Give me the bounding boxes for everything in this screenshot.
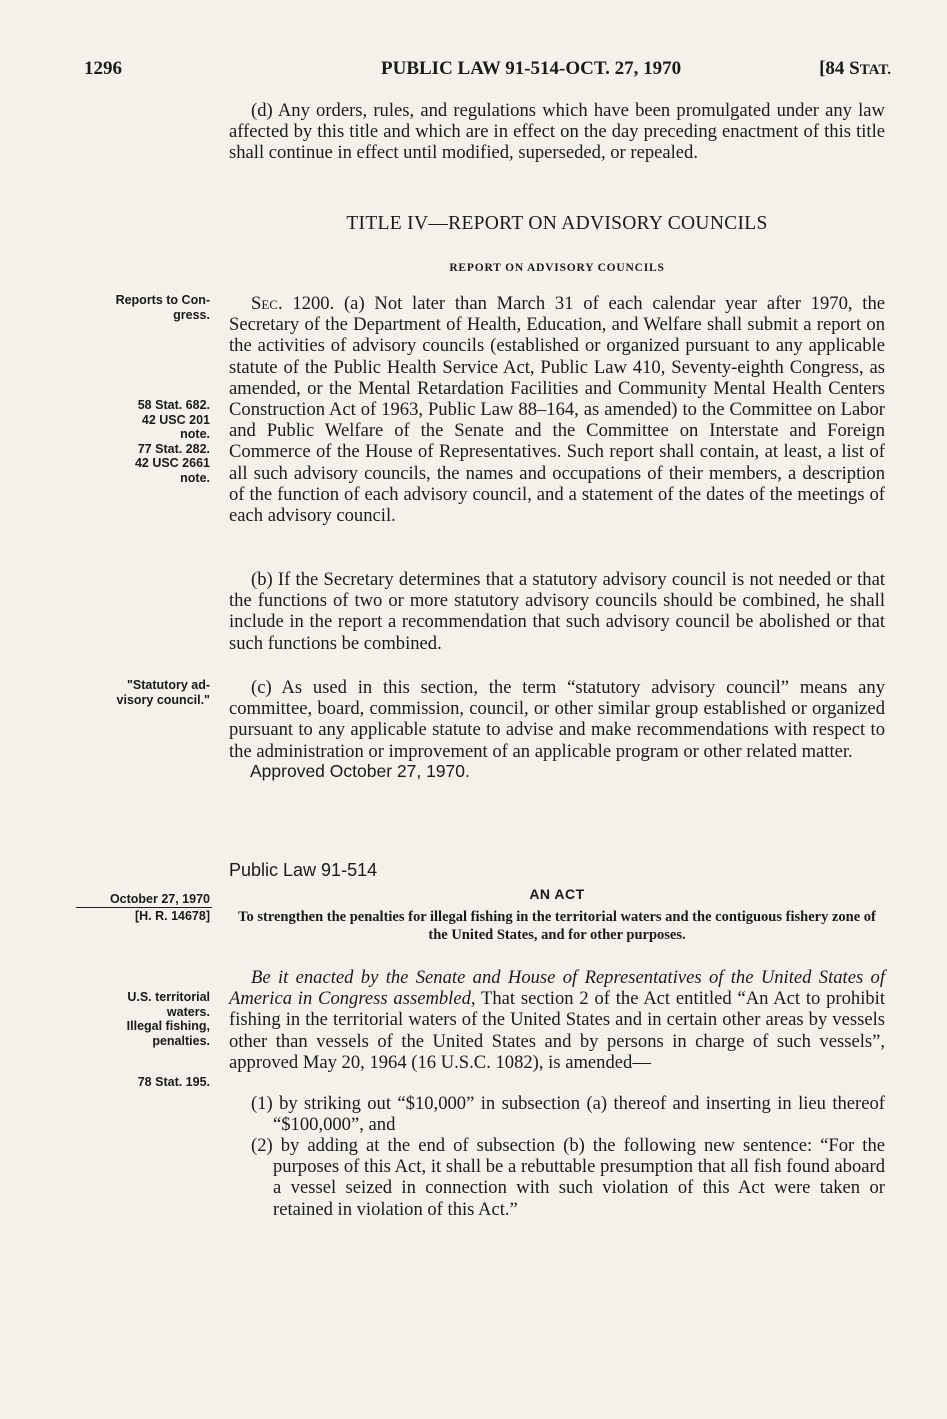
header-title: PUBLIC LAW 91-514-OCT. 27, 1970 [381, 58, 682, 79]
margin-note-line: 42 USC 2661 [134, 456, 210, 470]
margin-note-line: waters. [166, 1004, 210, 1019]
amendment-item-2-text: (2) by adding at the end of subsection (b) the following new sentence: “For the purposes of this Act, it shall be a rebuttable presumption that all fish found aboard a vessel seized in connection with such violation of this Act were taken or retained in violation of this Act.” [251, 1135, 885, 1220]
enacting-body: That section 2 of the Act entitled “An Act to prohibit fishing in the territorial waters of the United States and in certain other areas by vessels other than vessels of the United States and by persons in charge of such vessels”, approved May 20, 1964 (16 U.S.C. 1082), is amended— [229, 988, 886, 1073]
margin-note-line: visory council." [116, 692, 210, 707]
section-1200-a [229, 293, 885, 526]
margin-note-line: penalties. [152, 1033, 210, 1048]
margin-note-line: 58 Stat. 682. [137, 398, 210, 412]
amendment-item-1-text: (1) by striking out “$10,000” in subsection (a) thereof and inserting in lieu thereof “$100,000”, and [251, 1093, 885, 1136]
act-purpose: To strengthen the penalties for illegal fishing in the territorial waters and the contiguous fishery zone of the United States, and for other purposes. [238, 909, 876, 943]
margin-note-reports [76, 293, 210, 322]
margin-note-line: note. [180, 470, 210, 485]
section-1200-c-text: (c) As used in this section, the term “statutory advisory council” means any committee, board, commission, council, or other similar group established or organized pursuant to any applicable statute to advise and make recommendations with respect to the administration or improvement of an applicable program or other related matter. [229, 677, 885, 762]
section-1200-c [229, 677, 885, 762]
paragraph-d-text: (d) Any orders, rules, and regulations which have been promulgated under any law affected by this title and which are in effect on the day preceding enactment of this title shall continue in effect until modified, superseded, or repealed. [229, 100, 885, 164]
page-number: 1296 [84, 58, 122, 79]
margin-note-line: gress. [173, 307, 210, 322]
paragraph-d [229, 100, 885, 164]
margin-note-line: Reports to Con- [115, 293, 210, 307]
public-law-number: Public Law 91-514 [229, 860, 378, 880]
stat-reference-suffix: TAT. [859, 62, 891, 78]
section-1200-b [229, 569, 885, 654]
stat-reference-prefix: [84 S [819, 58, 860, 79]
margin-note-citations [76, 398, 210, 485]
approved-line: Approved October 27, 1970. [250, 761, 470, 781]
stat-reference [819, 58, 891, 80]
margin-note-territorial [76, 990, 210, 1048]
section-subheading: REPORT ON ADVISORY COUNCILS [449, 262, 665, 274]
margin-note-line: Illegal fishing, [126, 1019, 210, 1033]
margin-note-line: note. [180, 427, 210, 441]
an-act-heading: AN ACT [529, 886, 585, 902]
running-header [84, 58, 891, 88]
margin-note-line: U.S. territorial [127, 990, 210, 1004]
enacting-formula: Be it enacted by the Senate and House of Representatives of the United States of America in Congress assembled, [229, 967, 885, 1010]
margin-note-line: "Statutory ad- [126, 678, 210, 692]
amendment-item-2 [251, 1135, 885, 1220]
section-1200-b-text: (b) If the Secretary determines that a statutory advisory council is not needed or that the functions of two or more statutory advisory councils should be combined, he shall include in the report a recommendation that such advisory council be abolished or that such functions be combined. [229, 569, 885, 654]
margin-note-stat-195: 78 Stat. 195. [137, 1075, 210, 1089]
sec-label: Sec. [251, 293, 283, 314]
margin-note-date: October 27, 1970 [109, 892, 210, 906]
margin-note-statutory [76, 678, 210, 707]
title-iv-heading: TITLE IV—REPORT ON ADVISORY COUNCILS [346, 213, 768, 234]
section-1200-a-text [229, 293, 885, 526]
enacting-clause [229, 967, 885, 1073]
amendment-item-1 [251, 1093, 885, 1135]
margin-divider [76, 907, 212, 908]
margin-note-line: 42 USC 201 [141, 412, 210, 427]
sec-1200-a-body: 1200. (a) Not later than March 31 of each calendar year after 1970, the Secretary of the Department of Health, Education, and Welfare shall submit a report on the activities of advisory councils (established or organized pursuant to any applicable statute of the Public Health Service Act, Public Law 410, Seventy-eighth Congress, as amended, or the Mental Retardation Facilities and Community Mental Health Centers Construction Act of 1963, Public Law 88–164, as amended) to the Committee on Labor and Public Welfare of the Senate and the Committee on Interstate and Foreign Commerce of the House of Representatives. Such report shall contain, at least, a list of all such advisory councils, the names and occupations of their members, a description of the function of each advisory council, and a statement of the dates of the meetings of each advisory council. [229, 293, 885, 527]
margin-note-bill: [H. R. 14678] [134, 909, 210, 923]
margin-note-line: 77 Stat. 282. [137, 441, 210, 456]
enacting-clause-text [229, 967, 885, 1073]
